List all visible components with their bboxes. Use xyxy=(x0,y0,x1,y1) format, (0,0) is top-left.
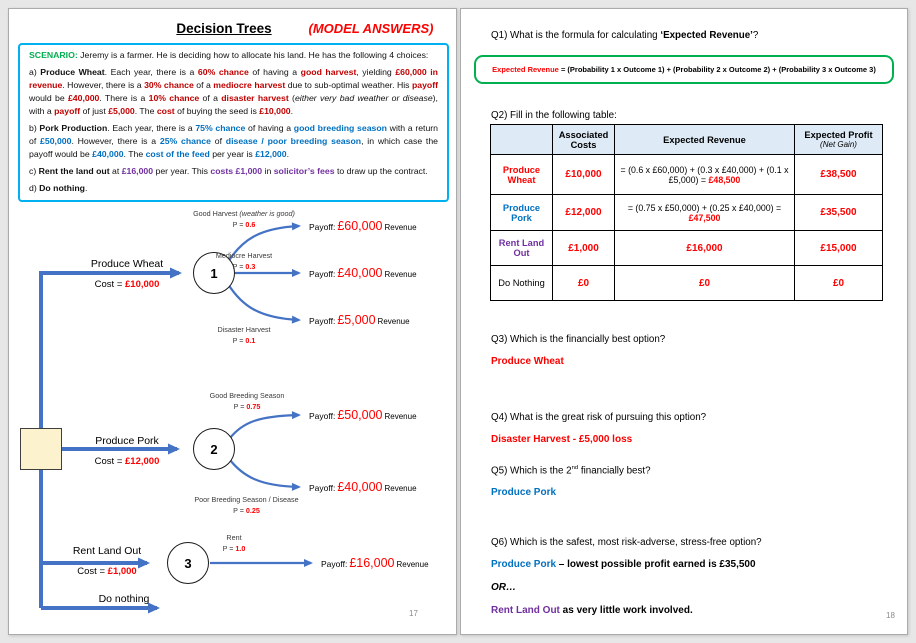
q2-answer-table xyxy=(490,124,883,301)
payoff-disaster-harvest xyxy=(309,311,410,329)
outcome-mediocre-harvest xyxy=(174,250,314,272)
q2-question: Q2) Fill in the following table: xyxy=(491,110,617,121)
payoff-unit: Revenue xyxy=(377,317,410,326)
branch-label-produce-wheat: Produce Wheat xyxy=(90,258,164,270)
outcome-good-breeding-line xyxy=(230,415,299,438)
row-costs-cell: £0 xyxy=(553,266,615,301)
payoff-poor-breeding xyxy=(309,478,417,496)
scenario-option-b: b) Pork Production. Each year, there is a 75% chance of having a good breeding season with a return of £50,000. However, there is a 25% chance of disease / poor breeding season, in which case the payoff would be £40,000. The cost of the feed per year is £12,000. xyxy=(29,123,439,160)
payoff-amount: £60,000 xyxy=(337,219,383,233)
scenario-option-d: d) Do nothing. xyxy=(29,183,88,194)
q3-question: Q3) Which is the financially best option? xyxy=(491,334,666,345)
model-answers-label: (MODEL ANSWERS) xyxy=(308,21,434,36)
row-option-cell: Produce Pork xyxy=(491,195,553,231)
outcome-disaster-harvest-line xyxy=(228,284,299,320)
outcome-poor-breeding-probability: P = 0.25 xyxy=(233,506,260,515)
payoff-amount: £40,000 xyxy=(337,266,383,280)
outcome-good-harvest xyxy=(159,208,329,230)
payoff-good-breeding xyxy=(309,406,417,424)
table-header-expected-revenue: Expected Revenue xyxy=(615,125,795,155)
outcome-poor-breeding-name: Poor Breeding Season / Disease xyxy=(194,495,299,504)
row-revenue-cell: = (0.6 x £60,000) + (0.3 x £40,000) + (0.1 x £5,000) = £48,500 xyxy=(615,155,795,195)
payoff-label: Payoff: xyxy=(309,222,336,232)
outcome-name-text: Good Harvest xyxy=(193,209,240,218)
payoff-unit: Revenue xyxy=(384,484,417,493)
payoff-rent xyxy=(321,554,429,572)
q3-answer: Produce Wheat xyxy=(491,356,564,367)
table-row-do-nothing xyxy=(491,266,883,301)
table-header-associated-costs: Associated Costs xyxy=(553,125,615,155)
chance-node-1-label: 1 xyxy=(210,265,218,281)
q5-answer: Produce Pork xyxy=(491,487,557,498)
payoff-label: Payoff: xyxy=(321,559,348,569)
q4-question: Q4) What is the great risk of pursuing this option? xyxy=(491,412,707,423)
outcome-mediocre-harvest-probability: P = 0.3 xyxy=(232,262,256,271)
q6-answer-1: Produce Pork – lowest possible profit earned is £35,500 xyxy=(491,559,756,570)
page-left xyxy=(8,8,457,635)
table-header-expected-profit-title: Expected Profit xyxy=(804,130,873,140)
branch-cost-produce-pork: Cost = £12,000 xyxy=(94,456,160,467)
outcome-rent xyxy=(159,532,309,554)
page-number-17: 17 xyxy=(409,609,418,618)
payoff-unit: Revenue xyxy=(384,223,417,232)
outcome-mediocre-harvest-name: Mediocre Harvest xyxy=(215,251,273,260)
table-row-produce-pork xyxy=(491,195,883,231)
payoff-label: Payoff: xyxy=(309,483,336,493)
outcome-disaster-harvest-name: Disaster Harvest xyxy=(217,325,271,334)
outcome-disaster-harvest xyxy=(169,324,319,346)
payoff-amount: £16,000 xyxy=(349,556,395,570)
payoff-mediocre-harvest xyxy=(309,264,417,282)
branch-cost-rent-land-out: Cost = £1,000 xyxy=(77,566,137,577)
scenario-option-c: c) Rent the land out at £16,000 per year. This costs £1,000 in solicitor’s fees to draw up the contract. xyxy=(29,166,428,177)
q5-question: Q5) Which is the 2nd financially best? xyxy=(491,465,651,477)
row-option-cell: Rent Land Out xyxy=(491,231,553,266)
table-header-row xyxy=(491,125,883,155)
row-revenue-cell: £16,000 xyxy=(615,231,795,266)
page-number-18: 18 xyxy=(886,611,895,620)
outcome-poor-breeding-line xyxy=(230,460,299,487)
page-title: Decision Trees xyxy=(176,21,272,36)
row-costs-cell: £1,000 xyxy=(553,231,615,266)
outcome-good-breeding-probability: P = 0.75 xyxy=(233,402,261,411)
payoff-amount: £40,000 xyxy=(337,480,383,494)
outcome-good-breeding-name: Good Breeding Season xyxy=(209,391,285,400)
row-option-cell: Produce Wheat xyxy=(491,155,553,195)
outcome-good-harvest-probability: P = 0.6 xyxy=(232,220,256,229)
payoff-unit: Revenue xyxy=(384,412,417,421)
payoff-good-harvest xyxy=(309,217,417,235)
branch-label-produce-pork: Produce Pork xyxy=(95,435,159,447)
outcome-disaster-harvest-probability: P = 0.1 xyxy=(232,336,256,345)
decision-root-node xyxy=(20,428,62,470)
row-revenue-cell: = (0.75 x £50,000) + (0.25 x £40,000) = £47,500 xyxy=(615,195,795,231)
outcome-good-harvest-name xyxy=(159,208,329,219)
branch-label-rent-land-out: Rent Land Out xyxy=(72,545,142,557)
payoff-label: Payoff: xyxy=(309,316,336,326)
payoff-label: Payoff: xyxy=(309,269,336,279)
scenario-intro: SCENARIO: Jeremy is a farmer. He is deciding how to allocate his land. He has the following 4 choices: xyxy=(29,50,429,60)
q1-question: Q1) What is the formula for calculating ‘Expected Revenue’? xyxy=(491,30,759,41)
table-header-expected-profit xyxy=(795,125,883,155)
outcome-poor-breeding xyxy=(149,494,344,516)
table-row-produce-wheat xyxy=(491,155,883,195)
outcome-note-text: (weather is good) xyxy=(239,209,295,218)
table-header-blank xyxy=(491,125,553,155)
row-profit-cell: £35,500 xyxy=(795,195,883,231)
chance-node-3-label: 3 xyxy=(184,555,192,571)
q6-question: Q6) Which is the safest, most risk-adverse, stress-free option? xyxy=(491,537,762,548)
payoff-unit: Revenue xyxy=(384,270,417,279)
row-costs-cell: £12,000 xyxy=(553,195,615,231)
outcome-rent-probability: P = 1.0 xyxy=(222,544,246,553)
table-header-net-gain: (Net Gain) xyxy=(820,140,857,149)
chance-node-2 xyxy=(193,428,235,470)
payoff-unit: Revenue xyxy=(396,560,429,569)
q1-answer-formula-box: Expected Revenue = (Probability 1 x Outcome 1) + (Probability 2 x Outcome 2) + (Probability 3 x Outcome 3) xyxy=(474,55,894,84)
row-profit-cell: £38,500 xyxy=(795,155,883,195)
payoff-label: Payoff: xyxy=(309,411,336,421)
table-row-rent-land-out xyxy=(491,231,883,266)
outcome-rent-name: Rent xyxy=(226,533,242,542)
chance-node-2-label: 2 xyxy=(210,441,218,457)
page-right xyxy=(460,8,908,635)
scenario-option-a: a) Produce Wheat. Each year, there is a 60% chance of having a good harvest, yielding £60,000 in revenue. However, there is a 30% chance of a mediocre harvest due to sub-optimal weather. His payoff would be £40,000. There is a 10% chance of a disaster harvest (either very bad weather or disease), with a payoff of just £5,000. The cost of buying the seed is £10,000. xyxy=(29,67,438,117)
outcome-good-breeding xyxy=(167,390,327,412)
branch-cost-produce-wheat: Cost = £10,000 xyxy=(94,279,160,290)
branch-label-do-nothing: Do nothing xyxy=(98,593,150,605)
row-profit-cell: £0 xyxy=(795,266,883,301)
row-costs-cell: £10,000 xyxy=(553,155,615,195)
q4-answer: Disaster Harvest - £5,000 loss xyxy=(491,434,633,445)
row-revenue-cell: £0 xyxy=(615,266,795,301)
row-option-cell: Do Nothing xyxy=(491,266,553,301)
q6-or-label: OR… xyxy=(491,582,516,593)
row-profit-cell: £15,000 xyxy=(795,231,883,266)
payoff-amount: £50,000 xyxy=(337,408,383,422)
q6-answer-2: Rent Land Out as very little work involved. xyxy=(491,605,693,616)
payoff-amount: £5,000 xyxy=(337,313,376,327)
